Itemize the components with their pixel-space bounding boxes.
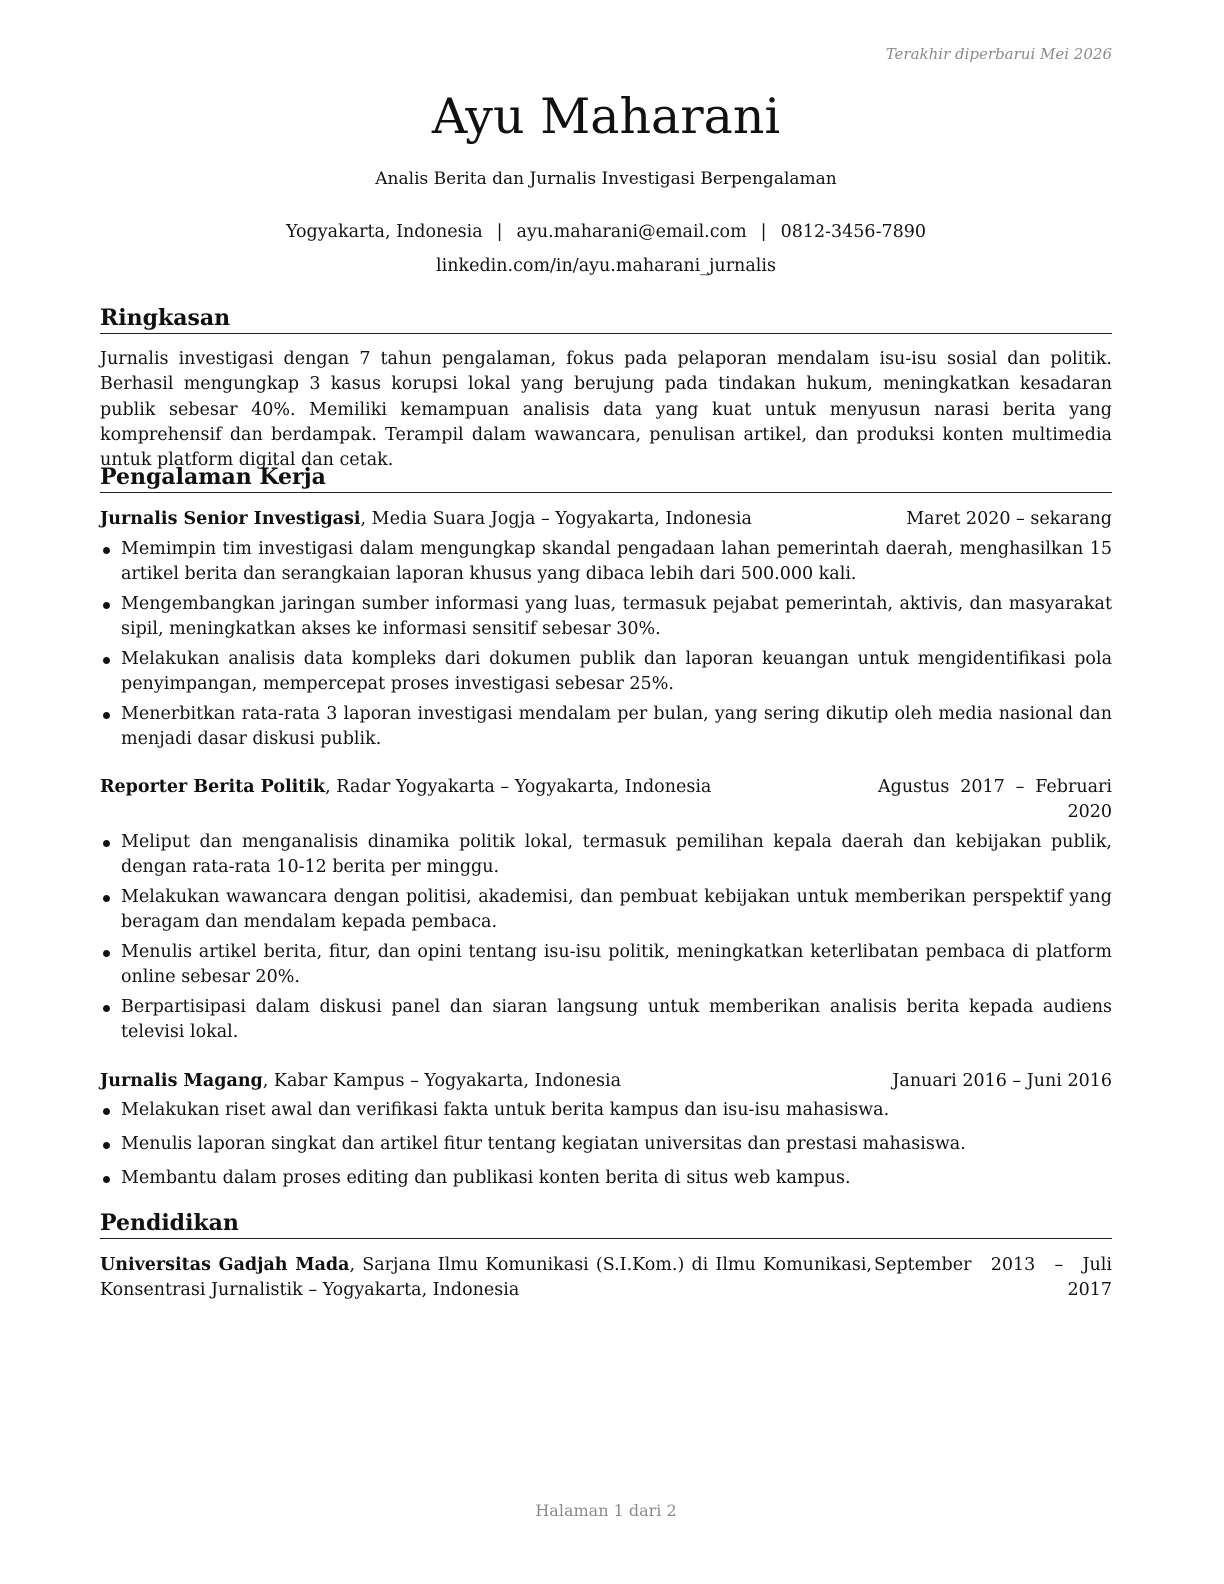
bullet-icon <box>103 1108 110 1115</box>
list-item <box>100 702 1112 752</box>
bullet-icon <box>103 547 110 554</box>
section-title-experience: Pengalaman Kerja <box>100 463 1112 493</box>
list-item <box>100 537 1112 587</box>
list-item <box>100 1098 1112 1123</box>
job-org: , Kabar Kampus – Yogyakarta, Indonesia <box>262 1071 622 1091</box>
contact-email[interactable]: ayu.maharani@email.com <box>516 222 747 242</box>
job-dates: Agustus 2017 – Februari 2020 <box>878 777 1112 822</box>
education-school: Universitas Gadjah Mada <box>100 1255 350 1275</box>
contact-separator: | <box>760 222 767 242</box>
bullet-icon <box>103 1176 110 1183</box>
bullet-text: Melakukan analisis data kompleks dari dokumen publik dan laporan keuangan untuk mengidentifikasi pola penyimpangan, mempercepat proses investigasi sebesar 25%. <box>121 649 1112 694</box>
bullet-text: Memimpin tim investigasi dalam mengungkap skandal pengadaan lahan pemerintah daerah, menghasilkan 15 artikel berita dan serangkaian laporan khusus yang dibaca lebih dari 500.000 kali. <box>121 539 1112 584</box>
education-dates: September 2013 – Juli 2017 <box>874 1255 1112 1300</box>
job-bullet-list <box>100 1098 1112 1196</box>
job-bullet-list <box>100 537 1112 757</box>
job-title-line <box>100 1069 621 1094</box>
job-dates: Maret 2020 – sekarang <box>906 509 1112 529</box>
section-title-summary: Ringkasan <box>100 304 1112 334</box>
bullet-text: Menerbitkan rata-rata 3 laporan investigasi mendalam per bulan, yang sering dikutip oleh media nasional dan menjadi dasar diskusi publik. <box>121 704 1112 750</box>
job-title: Jurnalis Magang <box>100 1071 263 1091</box>
list-item <box>100 647 1112 697</box>
contact-line <box>100 219 1112 245</box>
bullet-text: Meliput dan menganalisis dinamika politik lokal, termasuk pemilihan kepala daerah dan kebijakan publik, dengan rata-rata 10-12 berita per minggu. <box>121 832 1112 877</box>
job-header <box>100 1069 1112 1094</box>
bullet-text: Mengembangkan jaringan sumber informasi yang luas, termasuk pejabat pemerintah, aktivis, dan masyarakat sipil, meningkatkan akses ke informasi sensitif sebesar 30%. <box>121 594 1112 639</box>
bullet-icon <box>103 602 110 609</box>
job-title: Reporter Berita Politik <box>100 777 326 797</box>
bullet-text: Membantu dalam proses editing dan publikasi konten berita di situs web kampus. <box>121 1167 851 1188</box>
bullet-icon <box>103 1142 110 1149</box>
bullet-icon <box>103 712 110 719</box>
bullet-icon <box>103 1005 110 1012</box>
education-entry <box>100 1253 1112 1303</box>
list-item <box>100 940 1112 990</box>
bullet-text: Melakukan wawancara dengan politisi, akademisi, dan pembuat kebijakan untuk memberikan perspektif yang beragam dan mendalam kepada pembaca. <box>121 887 1112 932</box>
last-updated-note: Terakhir diperbarui Mei 2026 <box>885 45 1112 63</box>
contact-location: Yogyakarta, Indonesia <box>285 222 483 242</box>
contact-linkedin[interactable]: linkedin.com/in/ayu.maharani_jurnalis <box>436 256 776 276</box>
section-title-education: Pendidikan <box>100 1209 1112 1239</box>
job-bullet-list <box>100 830 1112 1050</box>
job-title: Jurnalis Senior Investigasi <box>100 509 361 529</box>
bullet-icon <box>103 840 110 847</box>
job-title-line <box>100 507 752 532</box>
education-detail <box>100 1253 872 1303</box>
bullet-text: Menulis laporan singkat dan artikel fitur tentang kegiatan universitas dan prestasi mahasiswa. <box>121 1133 966 1154</box>
job-header <box>100 507 1112 532</box>
list-item <box>100 1166 1112 1191</box>
page-number: Halaman 1 dari 2 <box>535 1501 677 1520</box>
candidate-headline: Analis Berita dan Jurnalis Investigasi Berpengalaman <box>375 169 837 189</box>
contact-phone: 0812-3456-7890 <box>780 222 927 242</box>
bullet-text: Berpartisipasi dalam diskusi panel dan siaran langsung untuk memberikan analisis berita kepada audiens televisi lokal. <box>121 997 1112 1043</box>
education-degree: , Sarjana Ilmu Komunikasi (S.I.Kom.) di Ilmu Komunikasi, Konsentrasi Jurnalistik – Yogyakarta, Indonesia <box>100 1255 872 1300</box>
contact-separator: | <box>496 222 503 242</box>
list-item <box>100 1132 1112 1157</box>
list-item <box>100 830 1112 880</box>
job-org: , Radar Yogyakarta – Yogyakarta, Indonesia <box>325 777 712 797</box>
summary-text: Jurnalis investigasi dengan 7 tahun pengalaman, fokus pada pelaporan mendalam isu-isu sosial dan politik. Berhasil mengungkap 3 kasus korupsi lokal yang berujung pada tindakan hukum, meningkatkan kesadaran publik sebesar 40%. Memiliki kemampuan analisis data yang kuat untuk menyusun narasi berita yang komprehensif dan berdampak. Terampil dalam wawancara, penulisan artikel, dan produksi konten multimedia untuk platform digital dan cetak. <box>100 349 1112 471</box>
bullet-icon <box>103 895 110 902</box>
job-org: , Media Suara Jogja – Yogyakarta, Indonesia <box>360 509 752 529</box>
list-item <box>100 885 1112 935</box>
bullet-icon <box>103 950 110 957</box>
bullet-text: Menulis artikel berita, fitur, dan opini tentang isu-isu politik, meningkatkan keterlibatan pembaca di platform online sebesar 20%. <box>121 942 1112 987</box>
candidate-name: Ayu Maharani <box>431 88 781 145</box>
bullet-icon <box>103 657 110 664</box>
job-dates: Januari 2016 – Juni 2016 <box>892 1071 1112 1091</box>
list-item <box>100 995 1112 1045</box>
job-title-line <box>100 775 711 824</box>
resume-page <box>100 0 1112 1584</box>
job-header <box>100 775 1112 824</box>
bullet-text: Melakukan riset awal dan verifikasi fakta untuk berita kampus dan isu-isu mahasiswa. <box>121 1100 890 1120</box>
list-item <box>100 592 1112 642</box>
